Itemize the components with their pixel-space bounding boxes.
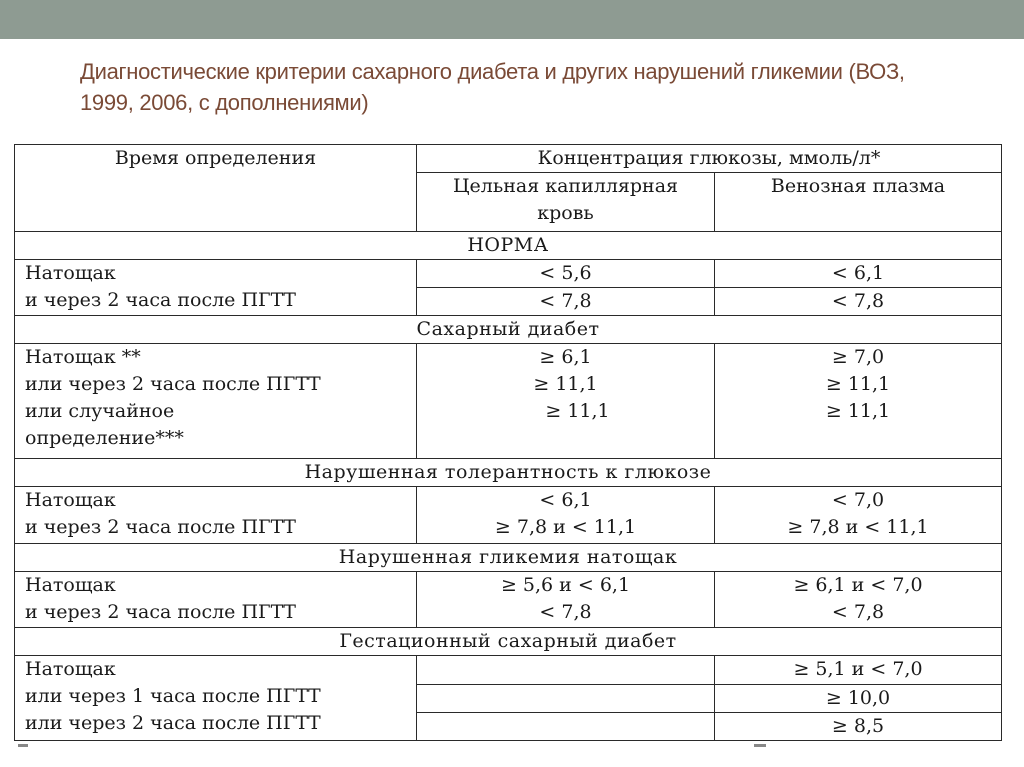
- norm-time-cell: [15, 259, 417, 315]
- igt-time-line: и через 2 часа после ПГТТ: [25, 516, 296, 539]
- header-venous: Венозная плазма: [715, 173, 1002, 231]
- igt-venous-value: < 7,0: [831, 489, 885, 512]
- ifg-capillary-value: < 7,8: [539, 600, 592, 623]
- norm-capillary-2h: < 7,8: [417, 287, 715, 315]
- norm-time-fasting: Натощак: [25, 261, 116, 284]
- ifg-venous-value: ≥ 6,1 и < 7,0: [793, 573, 923, 596]
- header-time: Время определения: [15, 145, 417, 232]
- norm-capillary-fasting: < 5,6: [417, 259, 715, 287]
- igt-capillary-value: ≥ 7,8 и < 11,1: [494, 516, 637, 539]
- igt-capillary-value: < 6,1: [539, 489, 592, 512]
- igt-time-line: Натощак: [25, 489, 116, 512]
- header-concentration: Концентрация глюкозы, ммоль/л*: [417, 145, 1002, 173]
- diabetes-time-line: или случайное: [25, 400, 175, 423]
- gestational-time-line: или через 2 часа после ПГТТ: [25, 712, 321, 735]
- ifg-time-line: и через 2 часа после ПГТТ: [25, 600, 296, 623]
- footnote-cutoff: [14, 744, 1001, 756]
- igt-time-cell: [15, 487, 417, 543]
- igt-capillary-cell: [417, 487, 715, 543]
- gestational-capillary-empty: [417, 684, 715, 712]
- gestational-capillary-empty: [417, 656, 715, 684]
- diabetes-venous-cell: [715, 344, 1002, 459]
- gestational-time-line: Натощак: [25, 658, 116, 681]
- diabetes-capillary-value: ≥ 6,1: [539, 346, 592, 369]
- igt-venous-cell: [715, 487, 1002, 543]
- footnote-mark: [18, 744, 28, 747]
- ifg-time-line: Натощак: [25, 573, 116, 596]
- criteria-table-container: [14, 144, 1001, 741]
- section-title-norm: НОРМА: [15, 231, 1002, 259]
- diabetes-venous-value: ≥ 11,1: [825, 373, 891, 396]
- criteria-table: [14, 144, 1002, 741]
- norm-time-2h: и через 2 часа после ПГТТ: [25, 288, 296, 311]
- ifg-capillary-value: ≥ 5,6 и < 6,1: [500, 573, 631, 596]
- slide-title: Диагностические критерии сахарного диабета и других нарушений гликемии (ВОЗ, 1999, 2006, с дополнениями): [80, 59, 905, 115]
- ifg-venous-cell: [715, 571, 1002, 627]
- section-title-diabetes: Сахарный диабет: [15, 316, 1002, 344]
- section-title-ifg: Нарушенная гликемия натощак: [15, 543, 1002, 571]
- diabetes-time-line: Натощак **: [25, 346, 141, 369]
- gestational-venous-2h: ≥ 8,5: [715, 712, 1002, 740]
- diabetes-capillary-value: ≥ 11,1: [545, 400, 610, 423]
- igt-venous-value: ≥ 7,8 и < 11,1: [787, 516, 929, 539]
- diabetes-capillary-value: ≥ 11,1: [533, 373, 598, 396]
- diabetes-time-line: или через 2 часа после ПГТТ: [25, 373, 321, 396]
- norm-venous-2h: < 7,8: [715, 287, 1002, 315]
- ifg-venous-value: < 7,8: [831, 600, 885, 623]
- gestational-time-line: или через 1 часа после ПГТТ: [25, 685, 321, 708]
- section-title-gestational: Гестационный сахарный диабет: [15, 628, 1002, 656]
- diabetes-time-cell: [15, 344, 417, 459]
- norm-venous-fasting: < 6,1: [715, 259, 1002, 287]
- ifg-capillary-cell: [417, 571, 715, 627]
- gestational-venous-1h: ≥ 10,0: [715, 684, 1002, 712]
- section-title-igt: Нарушенная толерантность к глюкозе: [15, 459, 1002, 487]
- top-bar: [0, 0, 1024, 39]
- diabetes-capillary-cell: [417, 344, 715, 459]
- diabetes-time-line: определение***: [25, 427, 184, 450]
- diabetes-venous-value: ≥ 11,1: [825, 400, 891, 423]
- footnote-mark: [754, 744, 766, 747]
- gestational-time-cell: [15, 656, 417, 741]
- diabetes-venous-value: ≥ 7,0: [831, 346, 885, 369]
- ifg-time-cell: [15, 571, 417, 627]
- gestational-capillary-empty: [417, 712, 715, 740]
- gestational-venous-fasting: ≥ 5,1 и < 7,0: [715, 656, 1002, 684]
- header-capillary: Цельная капиллярная кровь: [417, 173, 715, 231]
